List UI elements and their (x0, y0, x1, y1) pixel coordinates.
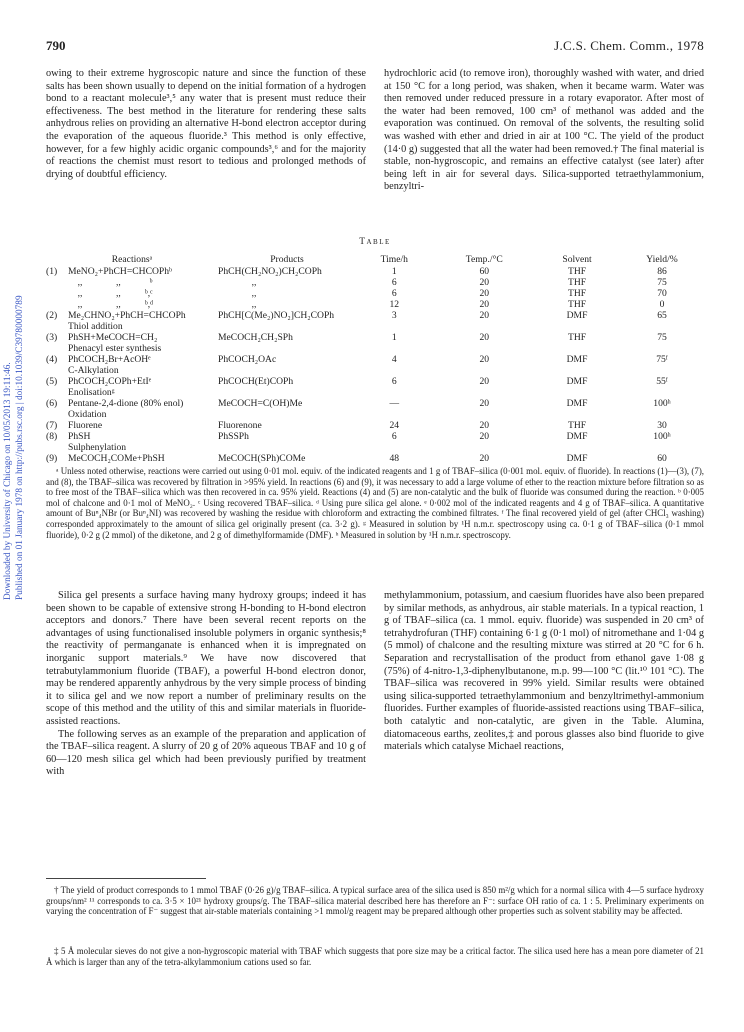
table-row (46, 420, 706, 431)
yield-cell: 65 (657, 310, 667, 321)
table-row (46, 398, 706, 409)
temp-cell: 20 (479, 431, 490, 442)
table-section-row (46, 321, 706, 332)
row-number: (6) (46, 398, 58, 409)
yield-cell (618, 409, 706, 420)
paragraph: The following serves as an example of the preparation and application of the TBAF–silica reagent. A slurry of 20 g of 20% aqueous TBAF and 10 g of 60—120 mesh silica gel which had been previously purified by treatment with (46, 728, 366, 778)
time-cell: 6 (391, 277, 397, 288)
reaction-cell: ,, ,, ᵇ,ᶜ (68, 288, 153, 299)
row-number: (5) (46, 376, 58, 387)
time-cell: 1 (391, 332, 397, 343)
product-cell: PhCOCH₂OAc (218, 354, 277, 365)
reaction-cell: ,, ,, ᵇ,ᵈ (68, 299, 154, 310)
row-number: (2) (46, 310, 58, 321)
product-cell (218, 343, 356, 354)
header-temp: Temp./°C (465, 254, 503, 265)
yield-cell: 75ᶠ (656, 354, 668, 365)
yield-cell (618, 321, 706, 332)
yield-cell: 100ʰ (653, 431, 671, 442)
product-cell: PhCOCH(Et)COPh (218, 376, 294, 387)
paragraph: methylammonium, potassium, and caesium fluorides have also been prepared by similar methods, as anhydrous, air stable materials. In a typical reaction, 1 g of TBAF–silica (ca. 1 mmol. equiv. fluoride) was suspended in 20 cm³ of tetrahydrofuran (THF) containing 6·1 g (0·1 mol) of nitromethane and 1·04 g (5 mmol) of chalcone and the resulting mixture was stirred at 20 °C for 6 h. Separation and recrystallisation of the product from ethanol gave 1·08 g (75%) of 4-nitro-1,3-diphenylbutanone, m.p. 99—100 °C (lit.¹⁰ 101 °C). The TBAF–silica was recovered in 99% yield. Similar results were obtained using silica-supported tetraethylammonium and benzyltrimethyl-ammonium fluorides. Further examples of fluoride-assisted reactions using TBAF–silica, both catalytic and non-catalytic, are given in the Table. Alumina, diatomaceous earths, zeolites,‡ and porous glasses also bind fluoride to give materials which catalyse Michael reactions, (384, 590, 704, 753)
solvent-cell: THF (567, 277, 587, 288)
solvent-cell (536, 365, 618, 376)
table-section-row (46, 387, 706, 398)
table-row (46, 266, 706, 277)
product-cell (218, 442, 356, 453)
reaction-cell: ,, ,, ᵇ (68, 277, 153, 288)
table-row (46, 299, 706, 310)
product-cell (218, 365, 356, 376)
row-number (46, 288, 68, 299)
row-number: (7) (46, 420, 58, 431)
page-header (46, 38, 704, 54)
temp-cell: 20 (479, 376, 490, 387)
yield-cell: 55ᶠ (656, 376, 668, 387)
yield-cell: 100ʰ (653, 398, 671, 409)
yield-cell: 60 (657, 453, 667, 464)
column-left-top (46, 68, 366, 181)
temp-cell (433, 409, 537, 420)
reaction-cell: Oxidation (68, 409, 107, 420)
row-number: (8) (46, 431, 58, 442)
temp-cell: 20 (479, 299, 490, 310)
temp-cell: 20 (479, 332, 490, 343)
yield-cell: 86 (657, 266, 667, 277)
solvent-cell: DMF (566, 376, 588, 387)
yield-cell (618, 343, 706, 354)
journal-running-title: J.C.S. Chem. Comm., 1978 (554, 38, 704, 53)
table-row (46, 332, 706, 343)
yield-cell: 0 (659, 299, 665, 310)
table-section-row (46, 409, 706, 420)
time-cell (356, 442, 433, 453)
solvent-cell (536, 321, 618, 332)
solvent-cell (536, 343, 618, 354)
table-footnote-text: ᵃ Unless noted otherwise, reactions were carried out using 0·01 mol. equiv. of the indicated reagents and 1 g of TBAF–silica (0·001 mol. equiv. of fluoride). In reactions (1)—(3), (7), and (8), the TBAF–silica was recovered by filtration in >95% yield. In reactions (6) and (9), it was necessary to add a large volume of ether to the reaction mixture before filtration so as to free most of the TBAF–silica which was then recovered in ca. 95% yield. Reactions (4) and (5) are non-catalytic and the bulk of fluoride was consumed during the reaction. ᵇ 0·005 mol of chalcone and 0·1 mol of MeNO₂. ᶜ Using recovered TBAF–silica. ᵈ Using pure silica gel alone. ᵉ 0·002 mol of the indicated reagents and 4 g of TBAF–silica. A quantitative amount of Buⁿ₄NBr (or Buⁿ₄NI) was recovered by washing the residue with chloroform and extracting the combined filtrates. ᶠ The final recovered yield of gel (after CHCl₃ washing) corresponded approximately to the amount of silica gel originally present (ca. 3·2 g). ᵍ Measured in solution by ¹H n.m.r. spectroscopy using ca. 0·1 g of TBAF–silica (0·1 mmol fluoride), 0·2 g (2 mmol) of the diketone, and 2 g of dimethylformamide (DMF). ʰ Measured in solution by ¹H n.m.r. spectroscopy. (46, 466, 704, 540)
paragraph: Silica gel presents a surface having many hydroxy groups; indeed it has been shown to be capable of extensive strong H-bonding to H-bond electron acceptors and donors.⁷ There have been several recent reports on the advantages of using functionalised insoluble polymers in organic synthesis;⁸ the reactivity of permanganate is enhanced when it is impregnated on inorganic support materials.⁹ We have now discovered that tetrabutylammonium fluoride (TBAF), a powerful H-bond electron donor, may be rendered apparently anhydrous by the very simple process of binding it to silica gel and we now report a number of preliminary results on the scope of this method and the utility of this and similar materials in fluoride-assisted reactions. (46, 590, 366, 727)
product-cell: PhSSPh (218, 431, 249, 442)
page-number: 790 (46, 38, 66, 53)
product-cell: Fluorenone (218, 420, 262, 431)
time-cell: 4 (391, 354, 397, 365)
table-body (46, 266, 706, 464)
yield-cell (618, 387, 706, 398)
table-row (46, 376, 706, 387)
table-section-row (46, 365, 706, 376)
yield-cell: 75 (657, 332, 667, 343)
yield-cell: 30 (657, 420, 667, 431)
table-row (46, 288, 706, 299)
reaction-cell: PhSH+MeCOCH=CH₂ (68, 332, 158, 343)
row-number: (1) (46, 266, 58, 277)
solvent-cell: DMF (566, 398, 588, 409)
reaction-cell: MeNO₂+PhCH=CHCOPhᵇ (68, 266, 173, 277)
table-section-row (46, 442, 706, 453)
reaction-cell: Sulphenylation (68, 442, 127, 453)
reaction-cell: Thiol addition (68, 321, 123, 332)
row-number: (3) (46, 332, 58, 343)
solvent-cell: THF (567, 420, 587, 431)
time-cell (356, 409, 433, 420)
temp-cell (433, 365, 537, 376)
table-row (46, 277, 706, 288)
reaction-cell: MeCOCH₂COMe+PhSH (68, 453, 165, 464)
header-reactions: Reactionsᵃ (111, 254, 153, 265)
reaction-cell: C-Alkylation (68, 365, 119, 376)
temp-cell (433, 343, 537, 354)
time-cell (356, 387, 433, 398)
product-cell: MeCOCH=C(OH)Me (218, 398, 303, 409)
yield-cell (618, 365, 706, 376)
table-row (46, 354, 706, 365)
time-cell: 1 (391, 266, 397, 277)
column-right-bottom (384, 590, 704, 754)
column-right-top (384, 68, 704, 194)
header-products: Products (270, 254, 304, 265)
row-number (46, 409, 68, 420)
row-number (46, 299, 68, 310)
product-cell: MeCOCH(SPh)COMe (218, 453, 306, 464)
row-number (46, 277, 68, 288)
reaction-cell: Enolisationᵍ (68, 387, 115, 398)
time-cell (356, 343, 433, 354)
paragraph: hydrochloric acid (to remove iron), thoroughly washed with water, and dried at 150 °C for a long period, was shaken, when it became warm. Water was then removed under reduced pressure in a rotary evaporator. After most of the water had been removed, 100 cm³ of methanol was added and the evaporation was continued. On removal of the solvents, the resulting solid was washed with ether and dried in air at 100 °C. The yield of the product (14·0 g) suggested that all the water had been removed.† The final material is stable, non-hygroscopic, and remains an effective catalyst (see later) after being left in air for several days. Silica-supported tetraethylammonium, benzyltri- (384, 68, 704, 193)
solvent-cell: DMF (566, 310, 588, 321)
product-cell: PhCH[C(Me₂)NO₂]CH₂COPh (218, 310, 335, 321)
solvent-cell: THF (567, 288, 587, 299)
reaction-cell: Fluorene (68, 420, 103, 431)
solvent-cell (536, 442, 618, 453)
row-number (46, 387, 68, 398)
time-cell: 24 (389, 420, 400, 431)
temp-cell: 20 (479, 354, 490, 365)
row-number: (4) (46, 354, 58, 365)
time-cell: 6 (391, 431, 397, 442)
temp-cell: 20 (479, 420, 490, 431)
temp-cell: 60 (479, 266, 490, 277)
footnote-text: ‡ 5 Å molecular sieves do not give a non-hygroscopic material with TBAF which suggests that pore size may be a critical factor. The silica used here has a mean pore diameter of 21 Å which is larger than any of the tetra-alkylammonium cations used so far. (46, 946, 704, 967)
yield-cell: 75 (657, 277, 667, 288)
yield-cell: 70 (657, 288, 667, 299)
temp-cell: 20 (479, 453, 490, 464)
temp-cell (433, 321, 537, 332)
table-title: Table (359, 237, 391, 247)
product-cell (218, 409, 356, 420)
solvent-cell: DMF (566, 453, 588, 464)
temp-cell: 20 (479, 288, 490, 299)
yield-cell (618, 442, 706, 453)
reaction-cell: PhCOCH₂Br+AcOHᵉ (68, 354, 151, 365)
footnote-dagger (46, 885, 704, 917)
download-watermark (2, 230, 26, 600)
reaction-cell: Pentane-2,4-dione (80% enol) (68, 398, 184, 409)
footnote-rule (46, 878, 206, 879)
time-cell: — (389, 398, 400, 409)
product-cell: ,, (218, 299, 257, 310)
time-cell: 6 (391, 288, 397, 299)
solvent-cell (536, 387, 618, 398)
product-cell: MeCOCH₂CH₂SPh (218, 332, 293, 343)
row-number (46, 442, 68, 453)
header-solvent: Solvent (562, 254, 592, 265)
reaction-cell: PhCOCH₂COPh+EtIᵉ (68, 376, 152, 387)
reaction-cell: PhSH (68, 431, 91, 442)
temp-cell: 20 (479, 398, 490, 409)
product-cell (218, 321, 356, 332)
header-time: Time/h (380, 254, 408, 265)
table-footnotes (46, 466, 704, 540)
time-cell: 6 (391, 376, 397, 387)
solvent-cell: DMF (566, 431, 588, 442)
temp-cell (433, 442, 537, 453)
table-row (46, 310, 706, 321)
download-line[interactable]: Downloaded by University of Chicago on 10/05/2013 19:11:46. (3, 362, 13, 600)
table-row (46, 453, 706, 464)
row-number (46, 365, 68, 376)
temp-cell (433, 387, 537, 398)
footnote-text: † The yield of product corresponds to 1 mmol TBAF (0·26 g)/g TBAF–silica. A typical surface area of the silica used is 850 m²/g which for a normal silica with 4—5 surface hydroxy groups/nm² ¹¹ corresponds to ca. 3·5 × 10²¹ hydroxy groups/g. The TBAF–silica material described here has therefore an F⁻: surface OH ratio of ca. 1 : 5. Preliminary experiments on varying the concentration of F⁻ suggest that air-stable materials containing >1 mmol/g reagent may be prepared although other properties such as solvent stability may be affected. (46, 885, 704, 917)
reaction-cell: Phenacyl ester synthesis (68, 343, 162, 354)
reaction-cell: Me₂CHNO₂+PhCH=CHCOPh (68, 310, 186, 321)
temp-cell: 20 (479, 277, 490, 288)
product-cell: PhCH(CH₂NO₂)CH₂COPh (218, 266, 322, 277)
solvent-cell: THF (567, 332, 587, 343)
table-header-row (46, 254, 706, 266)
row-number (46, 321, 68, 332)
product-cell: ,, (218, 288, 257, 299)
paragraph: owing to their extreme hygroscopic nature and since the function of these salts has been shown usually to depend on the initial formation of a hydrogen bond to a reactant molecule³,⁵ any water that is present must reduce their effectiveness. The best method in the literature for rendering these salts anhydrous relies on providing an alternative H-bond electron acceptor during the evaporation of the aqueous fluoride.³ This method is only effective, however, for a few highly acidic organic compounds³,⁶ and for the majority of reactions the chemist must resort to tedious and prolonged methods of drying of doubtful efficiency. (46, 68, 366, 180)
product-cell (218, 387, 356, 398)
header-yield: Yield/% (646, 254, 678, 265)
solvent-cell (536, 409, 618, 420)
time-cell (356, 321, 433, 332)
row-number: (9) (46, 453, 58, 464)
row-number (46, 343, 68, 354)
solvent-cell: DMF (566, 354, 588, 365)
temp-cell: 20 (479, 310, 490, 321)
doi-line[interactable]: Published on 01 January 1978 on http://pubs.rsc.org | doi:10.1039/C39780000789 (15, 295, 25, 600)
time-cell: 12 (389, 299, 400, 310)
reactions-table (46, 254, 706, 464)
table-section-row (46, 343, 706, 354)
time-cell: 48 (389, 453, 400, 464)
column-left-bottom (46, 590, 366, 779)
time-cell: 3 (391, 310, 397, 321)
product-cell: ,, (218, 277, 257, 288)
solvent-cell: THF (567, 299, 587, 310)
table-row (46, 431, 706, 442)
solvent-cell: THF (567, 266, 587, 277)
time-cell (356, 365, 433, 376)
footnote-double-dagger (46, 946, 704, 967)
